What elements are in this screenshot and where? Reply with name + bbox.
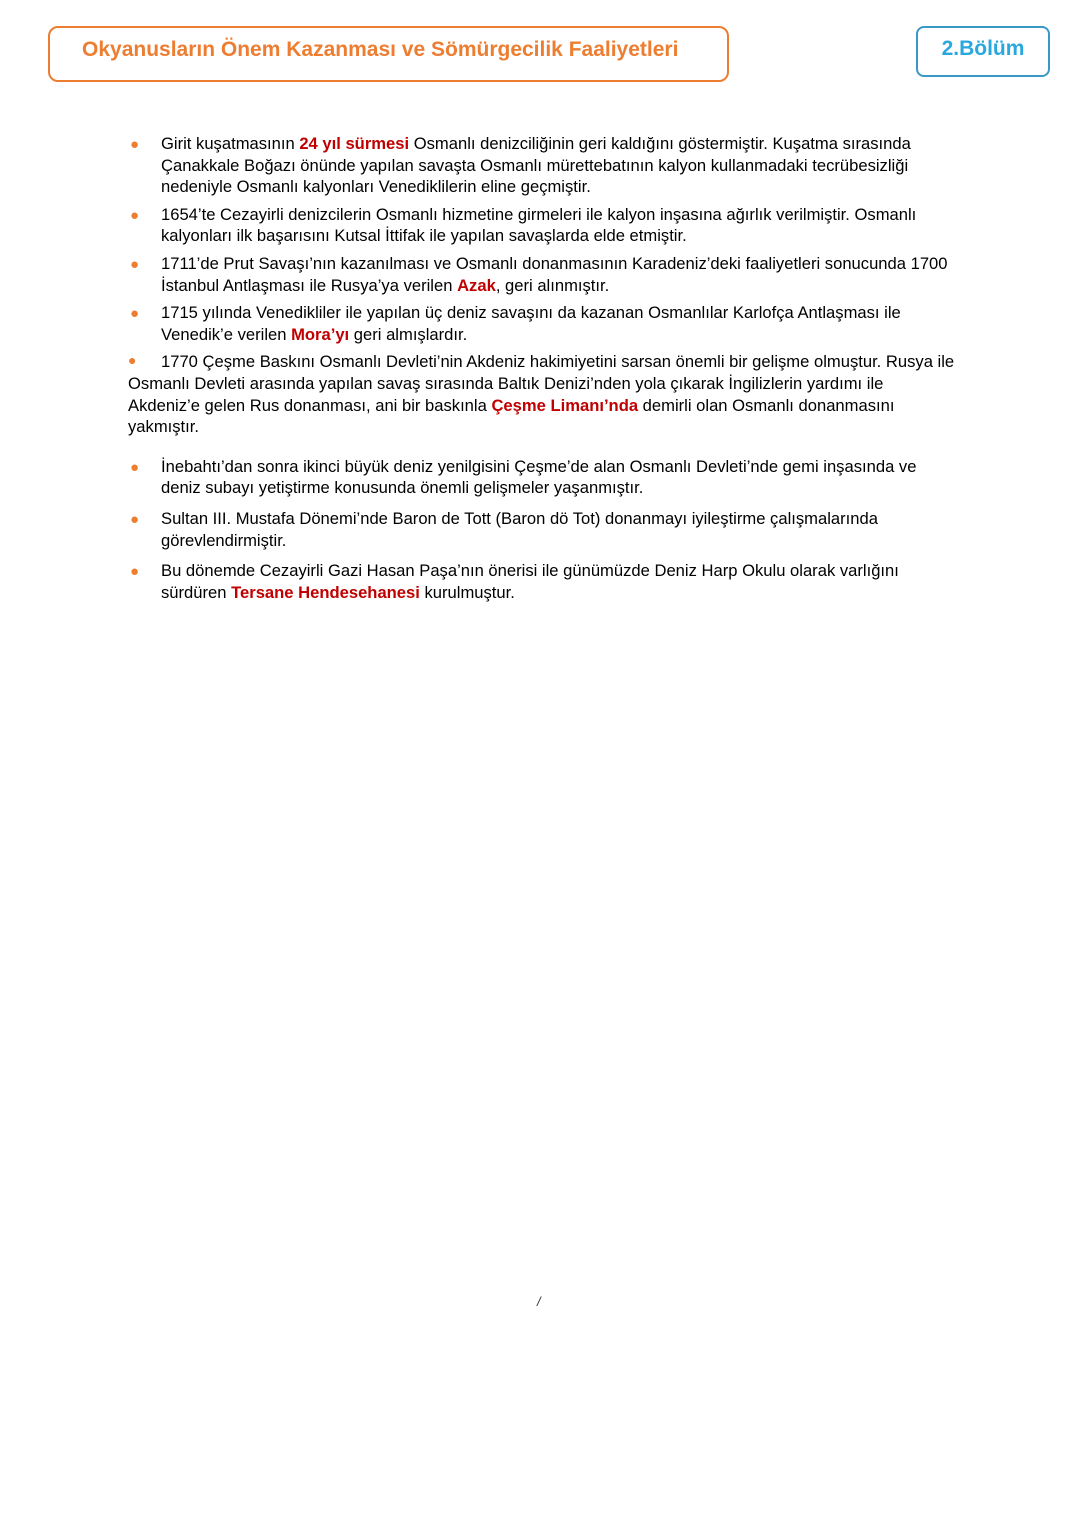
list-item bbox=[128, 204, 958, 247]
bullet-dot-icon: ● bbox=[128, 352, 137, 369]
page-title: Okyanusların Önem Kazanması ve Sömürgecilik Faaliyetleri bbox=[82, 38, 679, 61]
bullet-dot-icon: ● bbox=[130, 136, 140, 153]
list-item bbox=[128, 133, 958, 198]
item-text: 1654’te Cezayirli denizcilerin Osmanlı hizmetine girmeleri ile kalyon inşasına ağırlık verilmiştir. Osmanlı kalyonları ilk başarısını Kutsal İttifak ile yapılan savaşlarda elde etmiştir. bbox=[161, 204, 917, 246]
highlight-text: Çeşme Limanı’nda bbox=[491, 395, 639, 415]
highlight-text: Tersane Hendesehanesi bbox=[231, 582, 420, 602]
item-text: , geri alınmıştır. bbox=[495, 275, 610, 295]
list-item bbox=[128, 560, 958, 603]
highlight-text: 24 yıl sürmesi bbox=[299, 134, 410, 153]
section-badge bbox=[916, 26, 1050, 77]
list-item bbox=[128, 302, 958, 345]
bullet-dot-icon: ● bbox=[130, 510, 140, 528]
bullet-dot-icon: ● bbox=[130, 458, 140, 476]
highlight-text: Azak bbox=[457, 275, 496, 295]
item-text: İnebahtı’dan sonra ikinci büyük deniz yenilgisini Çeşme’de alan Osmanlı Devleti’nde gemi inşasında ve deniz subayı yetiştirme konusunda önemli gelişmeler yaşanmıştır. bbox=[161, 456, 917, 498]
item-text: Bu dönemde Cezayirli Gazi Hasan Paşa’nın önerisi ile günümüzde Deniz Harp Okulu olarak varlığını sürdüren bbox=[161, 561, 899, 602]
item-text: 1715 yılında Venedikliler ile yapılan üç deniz savaşını da kazanan Osmanlılar Karlofça Antlaşması ile Venedik’e verilen bbox=[161, 303, 901, 344]
list-item bbox=[128, 351, 958, 437]
list-item bbox=[128, 253, 958, 296]
item-text: 1711’de Prut Savaşı’nın kazanılması ve Osmanlı donanmasının Karadeniz’deki faaliyetleri sonucunda 1700 İstanbul Antlaşması ile Rusya’ya verilen bbox=[161, 253, 948, 295]
bullet-list bbox=[128, 133, 958, 609]
bullet-dot-icon: ● bbox=[130, 206, 140, 224]
item-text: kurulmuştur. bbox=[419, 582, 515, 602]
item-text: Sultan III. Mustafa Dönemi’nde Baron de Tott (Baron dö Tot) donanmayı iyileştirme çalışmalarında görevlendirmiştir. bbox=[161, 508, 878, 550]
title-box bbox=[48, 26, 729, 82]
list-item bbox=[128, 508, 958, 551]
highlight-text: Mora’yı bbox=[291, 324, 350, 344]
section-label: 2.Bölüm bbox=[941, 37, 1025, 60]
item-text: demirli olan Osmanlı donanmasını yakmıştır. bbox=[128, 395, 895, 437]
bullet-dot-icon: ● bbox=[130, 255, 140, 273]
bullet-dot-icon: ● bbox=[130, 305, 140, 323]
page-mark: / bbox=[537, 1294, 541, 1309]
item-text: geri almışlardır. bbox=[349, 324, 468, 344]
item-text: Osmanlı denizciliğinin geri kaldığını göstermiştir. Kuşatma sırasında Çanakkale Boğazı önünde yapılan savaşta Osmanlı mürettebatının kalyon kullanmadaki tecrübesizliği nedeniyle Osmanlı kalyonları Venediklilerin eline geçmiştir. bbox=[161, 134, 911, 197]
item-text: 1770 Çeşme Baskını Osmanlı Devleti’nin Akdeniz hakimiyetini sarsan önemli bir gelişme olmuştur. Rusya ile Osmanlı Devleti arasında yapılan savaş sırasında Baltık Denizi’nden yola çıkarak İngilizlerin yardımı ile Akdeniz’e gelen Rus donanması, ani bir baskınla bbox=[128, 352, 955, 415]
item-text: Girit kuşatmasının bbox=[161, 134, 300, 153]
list-item bbox=[128, 456, 958, 499]
bullet-dot-icon: ● bbox=[130, 563, 140, 581]
